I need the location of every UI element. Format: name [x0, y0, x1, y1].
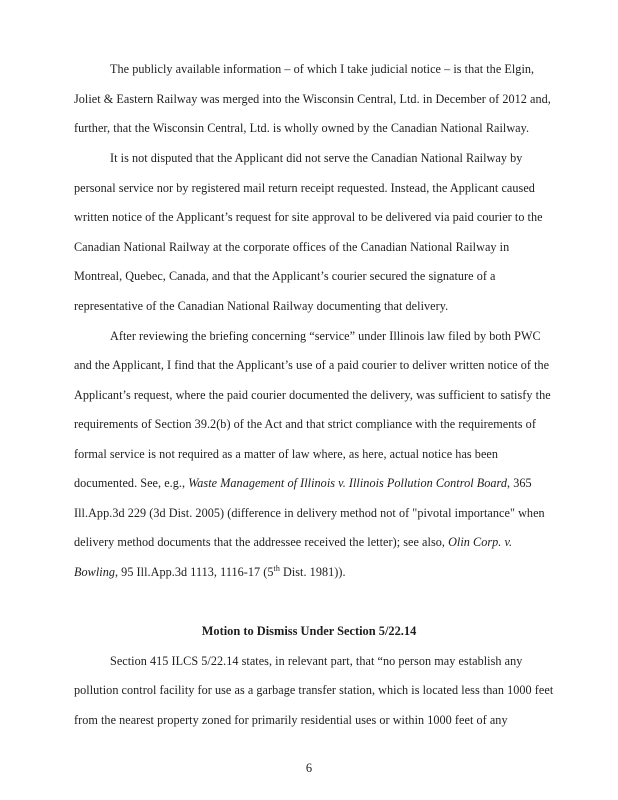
parenthetical-text: delivery method documents that the addressee received the letter); see also,: [74, 535, 449, 549]
case-name-bowling: Bowling: [74, 565, 115, 579]
citation-volume: , 365: [507, 476, 532, 490]
paragraph-1-line-1: The publicly available information – of which I take judicial notice – is that the Elgin,: [110, 62, 535, 76]
citation-intro: documented. See, e.g.,: [74, 476, 189, 490]
paragraph-3-line-1: After reviewing the briefing concerning “service” under Illinois law filed by both PWC: [110, 329, 541, 343]
paragraph-2-line-5: Montreal, Quebec, Canada, and that the Applicant’s courier secured the signature of a: [74, 269, 496, 283]
case-name-waste-management: Waste Management of Illinois v. Illinois Pollution Control Board: [188, 476, 508, 490]
paragraph-3-line-7: Ill.App.3d 229 (3d Dist. 2005) (difference in delivery method not of "pivotal importance" when: [74, 506, 545, 520]
paragraph-3-line-9: [74, 565, 346, 579]
paragraph-4-line-3: from the nearest property zoned for primarily residential uses or within 1000 feet of any: [74, 713, 508, 727]
citation-reporter: , 95 Ill.App.3d 1113, 1116-17 (5: [114, 565, 274, 579]
paragraph-3-line-5: formal service is not required as a matter of law where, as here, actual notice has been: [74, 447, 499, 461]
paragraph-2-line-6: representative of the Canadian National Railway documenting that delivery.: [74, 299, 449, 313]
paragraph-3-line-8: [74, 535, 512, 549]
case-name-olin-corp: Olin Corp. v.: [448, 535, 513, 549]
paragraph-2-line-4: Canadian National Railway at the corporate offices of the Canadian National Railway in: [74, 240, 510, 254]
paragraph-1-line-2: Joliet & Eastern Railway was merged into the Wisconsin Central, Ltd. in December of 2012 and,: [74, 92, 551, 106]
citation-court: Dist. 1981)).: [279, 565, 346, 579]
paragraph-4-line-2: pollution control facility for use as a garbage transfer station, which is located less than 1000 feet: [74, 683, 554, 697]
paragraph-2-line-1: It is not disputed that the Applicant did not serve the Canadian National Railway by: [110, 151, 523, 165]
ordinal-superscript: th: [273, 564, 280, 573]
paragraph-1-line-3: further, that the Wisconsin Central, Ltd. is wholly owned by the Canadian National Railway.: [74, 121, 530, 135]
paragraph-3-line-4: requirements of Section 39.2(b) of the Act and that strict compliance with the requirements of: [74, 417, 536, 431]
paragraph-3-line-3: Applicant’s request, where the paid courier documented the delivery, was sufficient to satisfy the: [74, 388, 551, 402]
paragraph-2-line-3: written notice of the Applicant’s request for site approval to be delivered via paid courier to the: [74, 210, 543, 224]
paragraph-2-line-2: personal service nor by registered mail return receipt requested. Instead, the Applicant caused: [74, 181, 535, 195]
page-number: 6: [305, 761, 313, 775]
paragraph-3-line-2: and the Applicant, I find that the Applicant’s use of a paid courier to deliver written notice of the: [74, 358, 550, 372]
paragraph-3-line-6: [74, 476, 532, 490]
paragraph-4-line-1: Section 415 ILCS 5/22.14 states, in relevant part, that “no person may establish any: [110, 654, 523, 668]
section-heading: Motion to Dismiss Under Section 5/22.14: [201, 624, 417, 638]
